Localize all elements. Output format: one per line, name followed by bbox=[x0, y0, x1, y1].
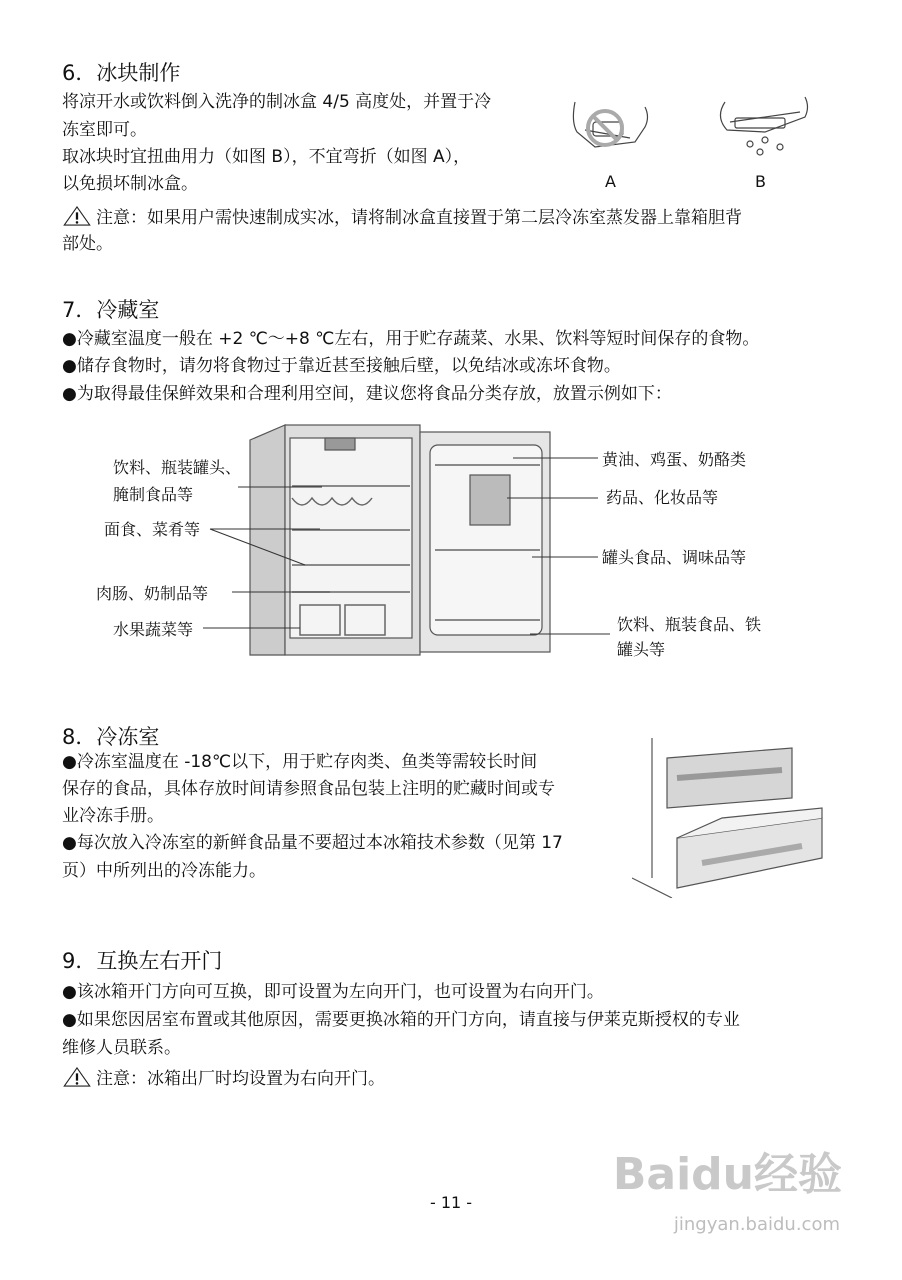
fridge-label-beverages: 饮料、瓶装罐头、 bbox=[113, 458, 242, 477]
door-label-butter-eggs: 黄油、鸡蛋、奶酪类 bbox=[602, 450, 747, 469]
door-label-cans: 罐头食品、调味品等 bbox=[602, 548, 747, 567]
s9-note-line bbox=[62, 1067, 385, 1089]
s9-line: 维修人员联系。 bbox=[62, 1038, 181, 1058]
baidu-watermark-url: jingyan.baidu.com bbox=[673, 1214, 840, 1235]
s7-bullet: ●储存食物时，请勿将食物过于靠近甚至接触后壁，以免结冰或冻坏食物。 bbox=[62, 356, 621, 376]
s8-line: 业冷冻手册。 bbox=[62, 806, 164, 826]
s6-note: 注意：如果用户需快速制成实冰，请将制冰盒直接置于第二层冷冻室蒸发器上靠箱胆背 bbox=[96, 208, 742, 228]
s6-note-cont: 部处。 bbox=[62, 234, 113, 254]
baidu-watermark-logo: Baidu经验 bbox=[612, 1149, 842, 1200]
page-number: - 11 - bbox=[429, 1193, 473, 1212]
figure-a-label: A bbox=[605, 172, 616, 191]
s8-line: 保存的食品，具体存放时间请参照食品包装上注明的贮藏时间或专 bbox=[62, 779, 555, 799]
section-9-title: 9．互换左右开门 bbox=[62, 949, 223, 973]
s6-line: 冻室即可。 bbox=[62, 120, 147, 140]
door-label-bottles: 饮料、瓶装食品、铁 bbox=[617, 615, 762, 634]
s6-line: 将凉开水或饮料倒入洗净的制冰盒 4/5 高度处，并置于冷 bbox=[62, 92, 492, 112]
s6-line: 取冰块时宜扭曲用力（如图 B），不宜弯折（如图 A）， bbox=[62, 147, 471, 167]
s7-bullet: ●冷藏室温度一般在 +2 ℃～+8 ℃左右，用于贮存蔬菜、水果、饮料等短时间保存的食物。 bbox=[62, 329, 760, 349]
s7-bullet: ●为取得最佳保鲜效果和合理利用空间，建议您将食品分类存放，放置示例如下： bbox=[62, 384, 672, 404]
s9-note: 注意：冰箱出厂时均设置为右向开门。 bbox=[96, 1069, 385, 1089]
s6-line: 以免损坏制冰盒。 bbox=[62, 174, 198, 194]
s8-line: 页）中所列出的冷冻能力。 bbox=[62, 861, 266, 881]
ice-tray-illustration bbox=[565, 92, 815, 172]
fridge-label-pickled: 腌制食品等 bbox=[113, 485, 194, 504]
warning-icon bbox=[62, 206, 92, 226]
fridge-label-meat-dairy: 肉肠、奶制品等 bbox=[96, 584, 209, 603]
s9-line: ●如果您因居室布置或其他原因，需要更换冰箱的开门方向，请直接与伊莱克斯授权的专业 bbox=[62, 1010, 740, 1030]
s6-note-line bbox=[62, 206, 742, 228]
s8-line: ●冷冻室温度在 -18℃以下，用于贮存肉类、鱼类等需较长时间 bbox=[62, 752, 538, 772]
fridge-label-cooked: 面食、菜肴等 bbox=[104, 520, 201, 539]
door-label-medicine: 药品、化妆品等 bbox=[606, 488, 719, 507]
figure-b-label: B bbox=[755, 172, 766, 191]
door-label-bottles-cont: 罐头等 bbox=[617, 640, 666, 659]
section-6-title: 6．冰块制作 bbox=[62, 61, 181, 85]
fridge-label-fruit-veg: 水果蔬菜等 bbox=[113, 620, 194, 639]
section-7-title: 7．冷藏室 bbox=[62, 298, 160, 322]
s9-line: ●该冰箱开门方向可互换，即可设置为左向开门，也可设置为右向开门。 bbox=[62, 982, 604, 1002]
s8-line: ●每次放入冷冻室的新鲜食品量不要超过本冰箱技术参数（见第 17 bbox=[62, 833, 563, 853]
freezer-drawer-illustration bbox=[632, 738, 832, 898]
section-8-title: 8．冷冻室 bbox=[62, 725, 160, 749]
warning-icon bbox=[62, 1067, 92, 1087]
